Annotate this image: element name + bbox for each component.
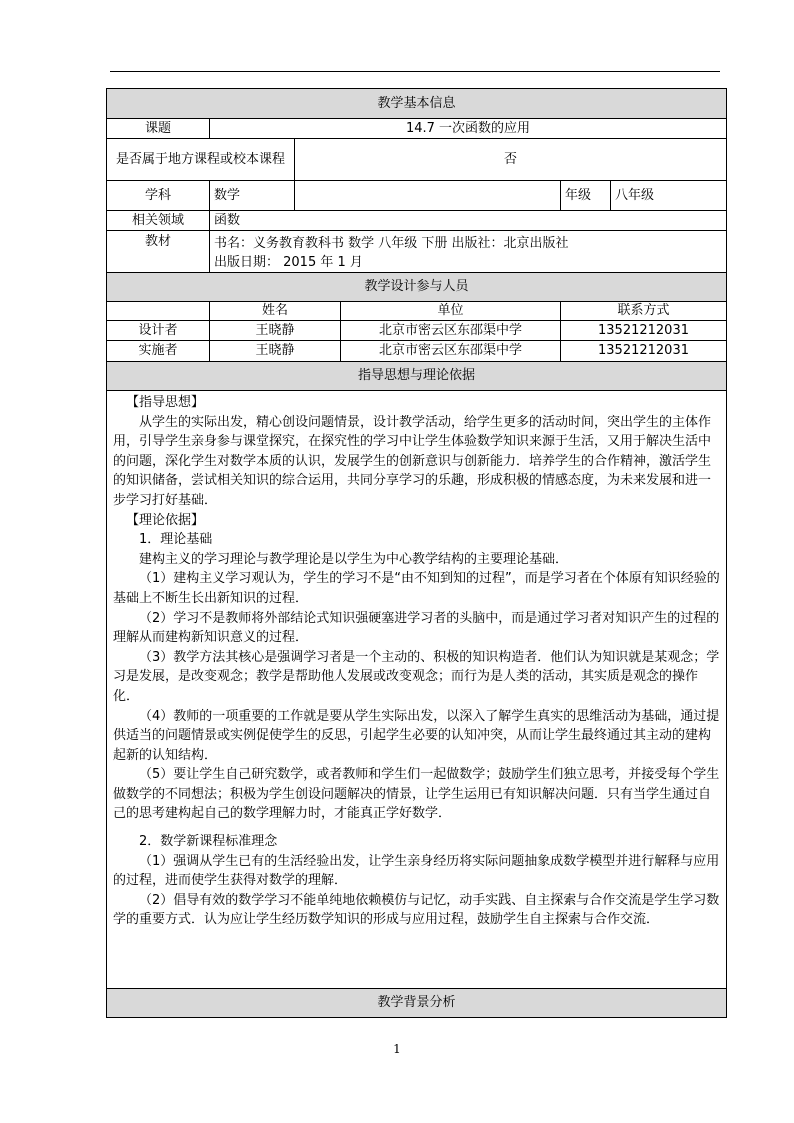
textbook-value	[210, 231, 727, 273]
guiding-thought-heading: 【指导思想】	[126, 395, 205, 410]
section-background: 教学背景分析	[107, 989, 727, 1018]
theory-paragraph: 建构主义的学习理论与教学理论是以学生为中心教学结构的主要理论基础．	[139, 551, 569, 567]
theory-subheading-2: 2．数学新课程标准理念	[139, 834, 278, 850]
designer-contact: 13521212031	[561, 321, 727, 341]
header-rule	[110, 71, 720, 72]
table-row	[107, 321, 727, 341]
textbook-line-2: 出版日期： 2015 年 1 月	[214, 255, 363, 270]
lesson-plan-table	[106, 88, 726, 1025]
theory-paragraph: （3）教学方法其核心是强调学习者是一个主动的、积极的知识构造者．他们认为知识就是某观念；学习是发展，是改变观念；教学是帮助他人发展或改变观念；而行为是人类的活动，其实质是观念的操作化．	[113, 649, 720, 704]
grade-label: 年级	[561, 181, 611, 211]
theory-basis-heading: 【理论依据】	[126, 512, 205, 528]
theory-paragraph: （4）教师的一项重要的工作就是要从学生实际出发，以深入了解学生真实的思维活动为基础，通过提供适当的问题情景或实例促使学生的反思，引起学生必要的认知冲突，从而让学生最终通过其主动的建构起新的认知结构．	[113, 708, 720, 763]
section-guidance: 指导思想与理论依据	[107, 362, 727, 391]
grade-value: 八年级	[611, 181, 727, 211]
theory-subheading-1: 1．理论基础	[139, 532, 213, 548]
textbook-label: 教材	[107, 231, 210, 273]
topic-label: 课题	[107, 119, 210, 139]
local-course-value: 否	[295, 139, 727, 181]
local-course-label: 是否属于地方课程或校本课程	[107, 139, 295, 181]
implementer-name: 王晓静	[210, 341, 341, 362]
people-header-contact: 联系方式	[561, 302, 727, 321]
subject-value: 数学	[210, 181, 295, 211]
textbook-line-1: 书名：义务教育教科书 数学 八年级 下册 出版社：北京出版社	[214, 236, 569, 251]
theory-paragraph: （1）建构主义学习观认为，学生的学习不是“由不知到知的过程”，而是学习者在个体原有知识经验的基础上不断生长出新知识的过程．	[113, 571, 720, 606]
section-basic-info: 教学基本信息	[107, 89, 727, 119]
implementer-role: 实施者	[107, 341, 210, 362]
implementer-unit: 北京市密云区东邵渠中学	[341, 341, 561, 362]
theory-paragraph: （5）要让学生自己研究数学，或者教师和学生们一起做数学；鼓励学生们独立思考，并接受每个学生做数学的不同想法；积极为学生创设问题解决的情景，让学生运用已有知识解决问题．只有当学生通过自己的思考建构起自己的数学理解力时，才能真正学好数学．	[113, 767, 720, 822]
designer-unit: 北京市密云区东邵渠中学	[341, 321, 561, 341]
designer-role: 设计者	[107, 321, 210, 341]
table-row	[107, 341, 727, 362]
field-value: 函数	[210, 211, 727, 231]
page-number: 1	[393, 1042, 401, 1056]
designer-name: 王晓静	[210, 321, 341, 341]
topic-value: 14.7 一次函数的应用	[210, 119, 727, 139]
implementer-contact: 13521212031	[561, 341, 727, 362]
field-label: 相关领域	[107, 211, 210, 231]
theory-paragraph: （1）强调从学生已有的生活经验出发，让学生亲身经历将实际问题抽象成数学模型并进行解释与应用的过程，进而使学生获得对数学的理解．	[113, 853, 720, 889]
theory-paragraph: （2）学习不是教师将外部结论式知识强硬塞进学习者的头脑中，而是通过学习者对知识产生的过程的理解从而建构新知识意义的过程．	[113, 610, 720, 646]
theory-paragraph: （2）倡导有效的数学学习不能单纯地依赖模仿与记忆，动手实践、自主探索与合作交流是学生学习数学的重要方式．认为应让学生经历数学知识的形成与应用过程，鼓励学生自主探索与合作交流．	[113, 892, 720, 928]
subject-label: 学科	[107, 181, 210, 211]
people-header-unit: 单位	[341, 302, 561, 321]
guidance-body	[107, 391, 727, 989]
people-header-name: 姓名	[210, 302, 341, 321]
people-header-role	[107, 302, 210, 321]
section-participants: 教学设计参与人员	[107, 273, 727, 302]
guiding-thought-paragraph: 从学生的实际出发，精心创设问题情景，设计教学活动，给学生更多的活动时间，突出学生的主体作用，引导学生亲身参与课堂探究，在探究性的学习中让学生体验数学知识来源于生活，又用于解决生活中的问题，深化学生对数学本质的认识，发展学生的创新意识与创新能力．培养学生的合作精神，激活学生的知识储备，尝试相关知识的综合运用，共同分享学习的乐趣，形成积极的情感态度，为未来发展和进一步学习打好基础．	[113, 414, 712, 508]
